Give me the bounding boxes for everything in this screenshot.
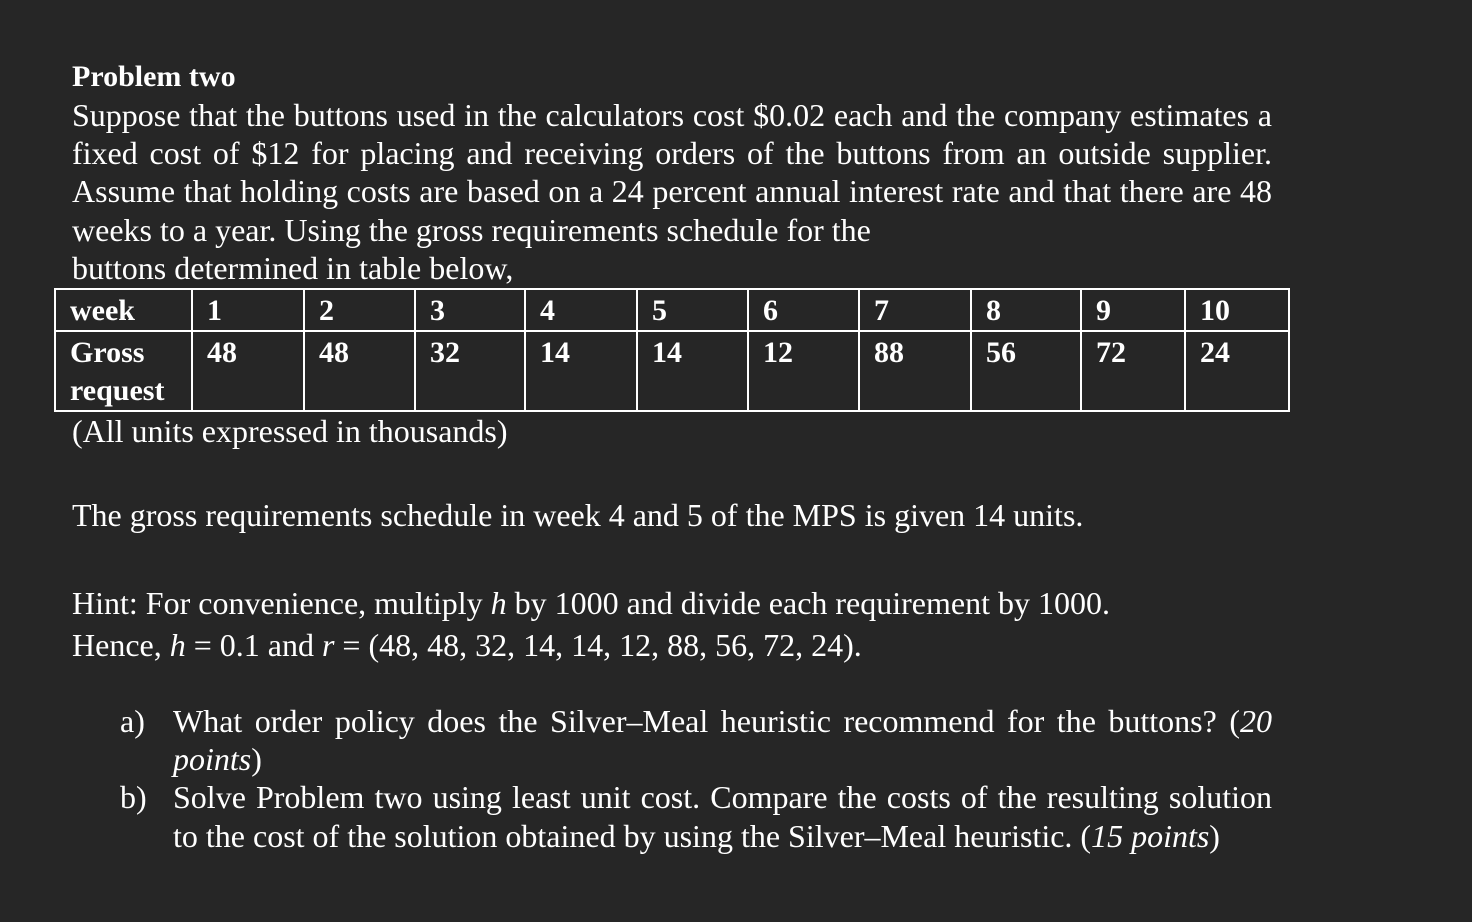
- question-item: [120, 778, 1272, 854]
- question-marker: b): [120, 779, 147, 816]
- week-cell: 8: [971, 289, 1081, 331]
- week-cell: 5: [637, 289, 748, 331]
- question-close: ): [1209, 817, 1220, 854]
- question-text: Solve Problem two using least unit cost. Compare the costs of the resulting solution to the cost of the solution obtained by using the Silver–Meal heuristic. (: [173, 779, 1272, 854]
- hint-block: [72, 582, 1110, 666]
- gross-cell: 24: [1185, 331, 1289, 411]
- week-cell: 1: [192, 289, 304, 331]
- gross-requirements-table: [54, 288, 1290, 412]
- gross-header-cell: Gross request: [55, 331, 192, 411]
- hint-line1-after: by 1000 and divide each requirement by 1000.: [506, 585, 1110, 621]
- units-note: (All units expressed in thousands): [72, 413, 508, 449]
- week-cell: 3: [415, 289, 525, 331]
- gross-cell: 88: [859, 331, 971, 411]
- week-cell: 6: [748, 289, 859, 331]
- gross-cell: 48: [304, 331, 415, 411]
- week-cell: 10: [1185, 289, 1289, 331]
- gross-cell: 32: [415, 331, 525, 411]
- intro-last-line: buttons determined in table below,: [72, 249, 514, 286]
- question-text: What order policy does the Silver–Meal heuristic recommend for the buttons? (: [173, 703, 1240, 739]
- gross-cell: 12: [748, 331, 859, 411]
- week-row: [55, 289, 1289, 331]
- question-list: [120, 702, 1272, 855]
- problem-intro: [72, 96, 1272, 287]
- h-symbol: h: [169, 627, 186, 663]
- gross-cell: 48: [192, 331, 304, 411]
- hint-line1-before: Hint: For convenience, multiply: [72, 585, 491, 621]
- gross-row: [55, 331, 1289, 411]
- week-cell: 4: [525, 289, 637, 331]
- gross-cell: 14: [525, 331, 637, 411]
- question-close: ): [251, 741, 262, 778]
- question-marker: a): [120, 703, 145, 739]
- question-item: [120, 702, 1272, 778]
- week-cell: 7: [859, 289, 971, 331]
- mps-statement: The gross requirements schedule in week 4 and 5 of the MPS is given 14 units.: [72, 497, 1084, 533]
- problem-title: Problem two: [72, 60, 236, 93]
- intro-text: Suppose that the buttons used in the calculators cost $0.02 each and the company estimates a fixed cost of $12 for placing and receiving orders of the buttons from an outside supplier. Assume that holding costs are based on a 24 percent annual interest rate and that there are 48 weeks to a year. Using the gross requirements schedule for the: [72, 97, 1272, 248]
- question-points: 15 points: [1091, 817, 1210, 854]
- hint-line2-prefix: Hence,: [72, 627, 170, 663]
- week-cell: 2: [304, 289, 415, 331]
- gross-cell: 14: [637, 331, 748, 411]
- gross-cell: 72: [1081, 331, 1185, 411]
- gross-cell: 56: [971, 331, 1081, 411]
- hint-r-value: = (48, 48, 32, 14, 14, 12, 88, 56, 72, 24).: [334, 627, 862, 663]
- week-cell: 9: [1081, 289, 1185, 331]
- h-symbol: h: [490, 585, 507, 621]
- hint-h-value: = 0.1 and: [185, 627, 322, 663]
- question-points: 20 points: [173, 703, 1272, 778]
- r-symbol: r: [321, 627, 335, 663]
- week-header-cell: week: [55, 289, 192, 331]
